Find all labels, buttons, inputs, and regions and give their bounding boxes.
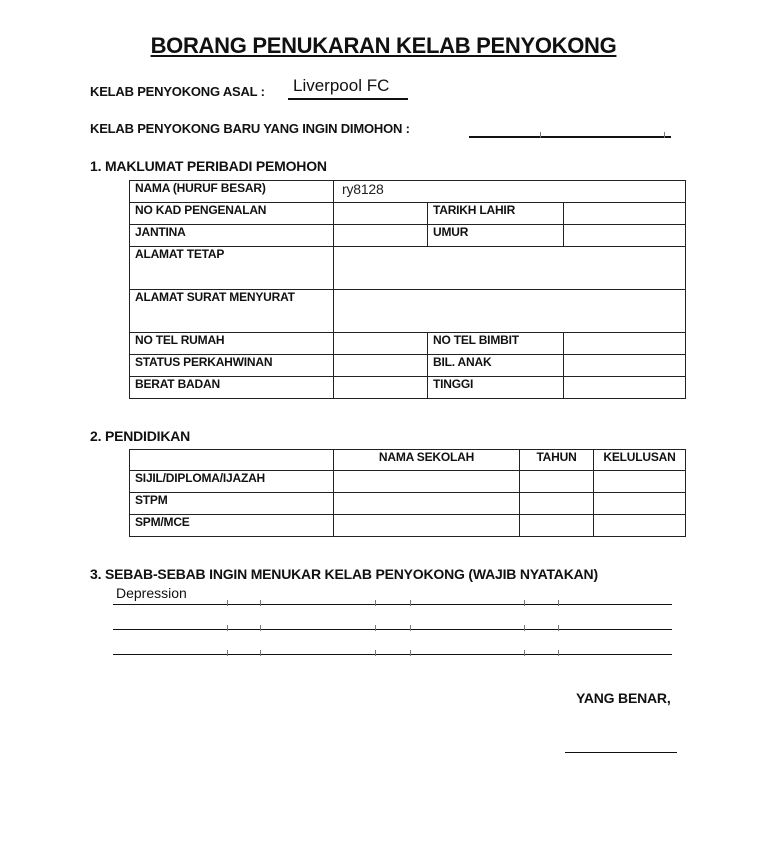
home-tel-field[interactable] — [334, 333, 428, 355]
result-field[interactable] — [594, 471, 686, 493]
line-tick — [410, 650, 411, 656]
year-field[interactable] — [520, 493, 594, 515]
new-club-label: KELAB PENYOKONG BARU YANG INGIN DIMOHON : — [90, 121, 410, 136]
line-tick — [524, 650, 525, 656]
education-header-blank — [130, 450, 334, 471]
line-tick — [260, 600, 261, 606]
form-title: BORANG PENUKARAN KELAB PENYOKONG — [150, 33, 617, 58]
school-name-field[interactable] — [334, 471, 520, 493]
section2-title: 2. PENDIDIKAN — [90, 428, 191, 444]
line-tick — [375, 600, 376, 606]
year-field[interactable] — [520, 515, 594, 537]
home-tel-label: NO TEL RUMAH — [130, 333, 334, 355]
address-label: ALAMAT TETAP — [130, 247, 334, 290]
line-tick — [227, 625, 228, 631]
reason-line[interactable] — [113, 654, 672, 655]
education-row-label: SIJIL/DIPLOMA/IJAZAH — [130, 471, 334, 493]
result-field[interactable] — [594, 493, 686, 515]
school-name-field[interactable] — [334, 493, 520, 515]
weight-field[interactable] — [334, 377, 428, 399]
line-tick — [375, 650, 376, 656]
line-tick — [227, 650, 228, 656]
weight-label: BERAT BADAN — [130, 377, 334, 399]
original-club-underline — [288, 98, 408, 100]
nama-label: NAMA (HURUF BESAR) — [130, 181, 334, 203]
mobile-label: NO TEL BIMBIT — [428, 333, 564, 355]
reason-line[interactable] — [113, 604, 672, 605]
gender-label: JANTINA — [130, 225, 334, 247]
education-row-label: SPM/MCE — [130, 515, 334, 537]
signoff-text: YANG BENAR, — [576, 690, 671, 706]
education-table — [129, 449, 686, 537]
dob-field[interactable] — [564, 203, 686, 225]
personal-info-table — [129, 180, 686, 399]
marital-label: STATUS PERKAHWINAN — [130, 355, 334, 377]
line-tick — [260, 625, 261, 631]
school-name-field[interactable] — [334, 515, 520, 537]
section1-title: 1. MAKLUMAT PERIBADI PEMOHON — [90, 158, 327, 174]
line-tick — [524, 600, 525, 606]
line-tick — [410, 600, 411, 606]
line-tick — [227, 600, 228, 606]
school-name-header: NAMA SEKOLAH — [334, 450, 520, 471]
height-label: TINGGI — [428, 377, 564, 399]
line-tick — [410, 625, 411, 631]
line-tick — [558, 600, 559, 606]
line-tick — [375, 625, 376, 631]
section3-title: 3. SEBAB-SEBAB INGIN MENUKAR KELAB PENYOKONG (WAJIB NYATAKAN) — [90, 566, 598, 582]
ic-field[interactable] — [334, 203, 428, 225]
children-field[interactable] — [564, 355, 686, 377]
nama-field[interactable]: ry8128 — [334, 181, 686, 203]
line-tick — [558, 625, 559, 631]
line-tick — [558, 650, 559, 656]
reason-value[interactable]: Depression — [116, 585, 187, 601]
original-club-value[interactable]: Liverpool FC — [293, 76, 390, 95]
result-field[interactable] — [594, 515, 686, 537]
result-header: KELULUSAN — [594, 450, 686, 471]
year-header: TAHUN — [520, 450, 594, 471]
reason-line[interactable] — [113, 629, 672, 630]
mobile-field[interactable] — [564, 333, 686, 355]
dob-label: TARIKH LAHIR — [428, 203, 564, 225]
ic-label: NO KAD PENGENALAN — [130, 203, 334, 225]
marital-field[interactable] — [334, 355, 428, 377]
original-club-label: KELAB PENYOKONG ASAL : — [90, 84, 265, 99]
education-row-label: STPM — [130, 493, 334, 515]
new-club-underline[interactable] — [469, 136, 671, 138]
mail-address-field[interactable] — [334, 290, 686, 333]
children-label: BIL. ANAK — [428, 355, 564, 377]
underline-tick — [540, 132, 541, 138]
line-tick — [260, 650, 261, 656]
signature-line[interactable] — [565, 752, 677, 753]
address-field[interactable] — [334, 247, 686, 290]
height-field[interactable] — [564, 377, 686, 399]
underline-tick — [664, 132, 665, 138]
gender-field[interactable] — [334, 225, 428, 247]
mail-address-label: ALAMAT SURAT MENYURAT — [130, 290, 334, 333]
age-label: UMUR — [428, 225, 564, 247]
year-field[interactable] — [520, 471, 594, 493]
age-field[interactable] — [564, 225, 686, 247]
line-tick — [524, 625, 525, 631]
